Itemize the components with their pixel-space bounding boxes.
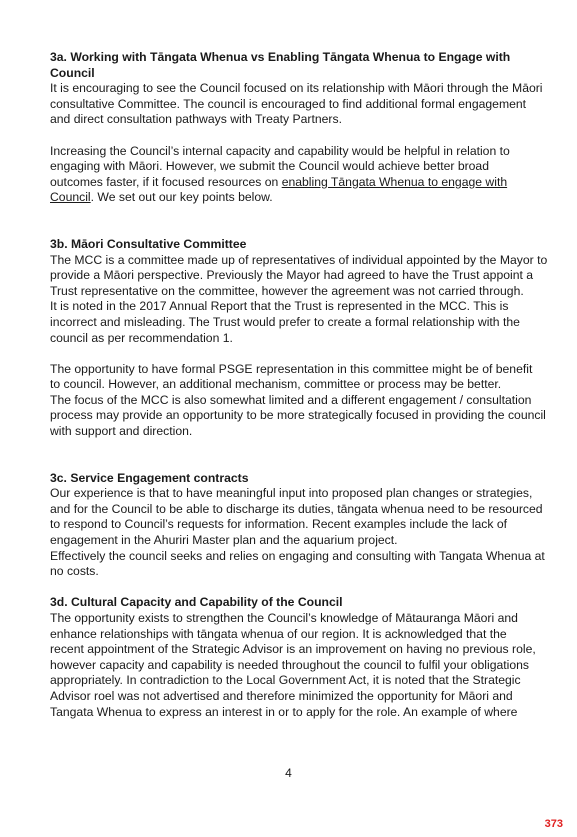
text-line — [50, 190, 540, 206]
paragraph — [50, 486, 545, 580]
text-line: with support and direction. — [50, 424, 193, 439]
section-heading: 3c. Service Engagement contracts — [50, 470, 249, 485]
text-line: The focus of the MCC is also somewhat limited and a different engagement / consultation — [50, 392, 532, 407]
section-3b — [50, 236, 548, 440]
text-line: The opportunity to have formal PSGE representation in this committee might be of benefit — [50, 361, 533, 376]
text-line: appropriately. In contradiction to the Local Government Act, it is noted that the Strategic — [50, 673, 521, 688]
text-line: to respond to Council’s requests for information. Recent examples include the lack of — [50, 517, 508, 532]
paragraph — [50, 144, 540, 206]
section-3d — [50, 595, 540, 720]
text-fragment: outcomes faster, if it focused resources on — [50, 174, 282, 189]
text-line: engaging with Māori. However, we submit the Council would achieve better broad — [50, 159, 489, 174]
text-line: Effectively the council seeks and relies on engaging and consulting with Tangata Whenua at — [50, 548, 545, 563]
text-line: engagement in the Ahuriri Master plan and the aquarium project. — [50, 533, 398, 548]
section-heading: 3d. Cultural Capacity and Capability of the Council — [50, 595, 343, 610]
section-3a — [50, 50, 543, 206]
text-line: consultative Committee. The council is encouraged to find additional formal engagement — [50, 96, 527, 111]
underlined-text: Council — [50, 190, 91, 205]
text-line: Increasing the Council’s internal capacity and capability would be helpful in relation to — [50, 143, 510, 158]
underlined-text: enabling Tāngata Whenua to engage with — [281, 174, 508, 189]
text-line: Tangata Whenua to express an interest in or to apply for the role. An example of where — [50, 704, 518, 719]
text-line: enhance relationships with tāngata whenua of our region. It is acknowledged that the — [50, 626, 507, 641]
document-page-number: 373 — [544, 818, 563, 830]
text-line: The opportunity exists to strengthen the Council’s knowledge of Mātauranga Māori and — [50, 611, 518, 625]
text-line: and for the Council to be able to discharge its duties, tāngata whenua need to be resourced — [50, 501, 543, 516]
text-line: It is noted in the 2017 Annual Report that the Trust is represented in the MCC. This is — [50, 299, 509, 314]
text-line: Our experience is that to have meaningful input into proposed plan changes or strategies, — [50, 486, 533, 501]
text-line: provide a Māori perspective. Previously the Mayor had agreed to have the Trust appoint a — [50, 268, 534, 283]
paragraph — [50, 252, 548, 347]
text-line: process may provide an opportunity to be more strategically focused in providing the council — [50, 408, 546, 423]
text-line: however capacity and capability is needed throughout the council to fulfil your obligations — [50, 657, 529, 672]
text-line: council as per recommendation 1. — [50, 330, 233, 345]
paragraph — [50, 611, 540, 720]
paragraph — [50, 361, 546, 440]
text-line: to council. However, an additional mechanism, committee or process may be better. — [50, 377, 502, 392]
text-line — [50, 175, 540, 191]
text-line: It is encouraging to see the Council focused on its relationship with Māori through the Māori — [50, 81, 543, 96]
section-heading: 3b. Māori Consultative Committee — [50, 236, 247, 251]
paragraph — [50, 81, 543, 128]
document-body — [50, 50, 548, 720]
section-heading: 3a. Working with Tāngata Whenua vs Enabling Tāngata Whenua to Engage with Council — [50, 50, 511, 80]
page-number: 4 — [285, 766, 292, 780]
text-line: incorrect and misleading. The Trust would prefer to create a formal relationship with the — [50, 314, 520, 329]
text-line: recent appointment of the Strategic Advisor is an improvement on having no previous role, — [50, 642, 536, 657]
text-line: no costs. — [50, 564, 99, 579]
text-line: Trust representative on the committee, however the agreement was not carried through. — [50, 283, 524, 298]
text-line: Advisor roel was not advertised and therefore minimized the opportunity for Māori and — [50, 688, 513, 703]
text-line: The MCC is a committee made up of representatives of individual appointed by the Mayor to — [50, 252, 548, 267]
text-line: and direct consultation pathways with Treaty Partners. — [50, 112, 342, 127]
section-3c — [50, 470, 545, 580]
text-fragment: . We set out our key points below. — [90, 190, 273, 205]
